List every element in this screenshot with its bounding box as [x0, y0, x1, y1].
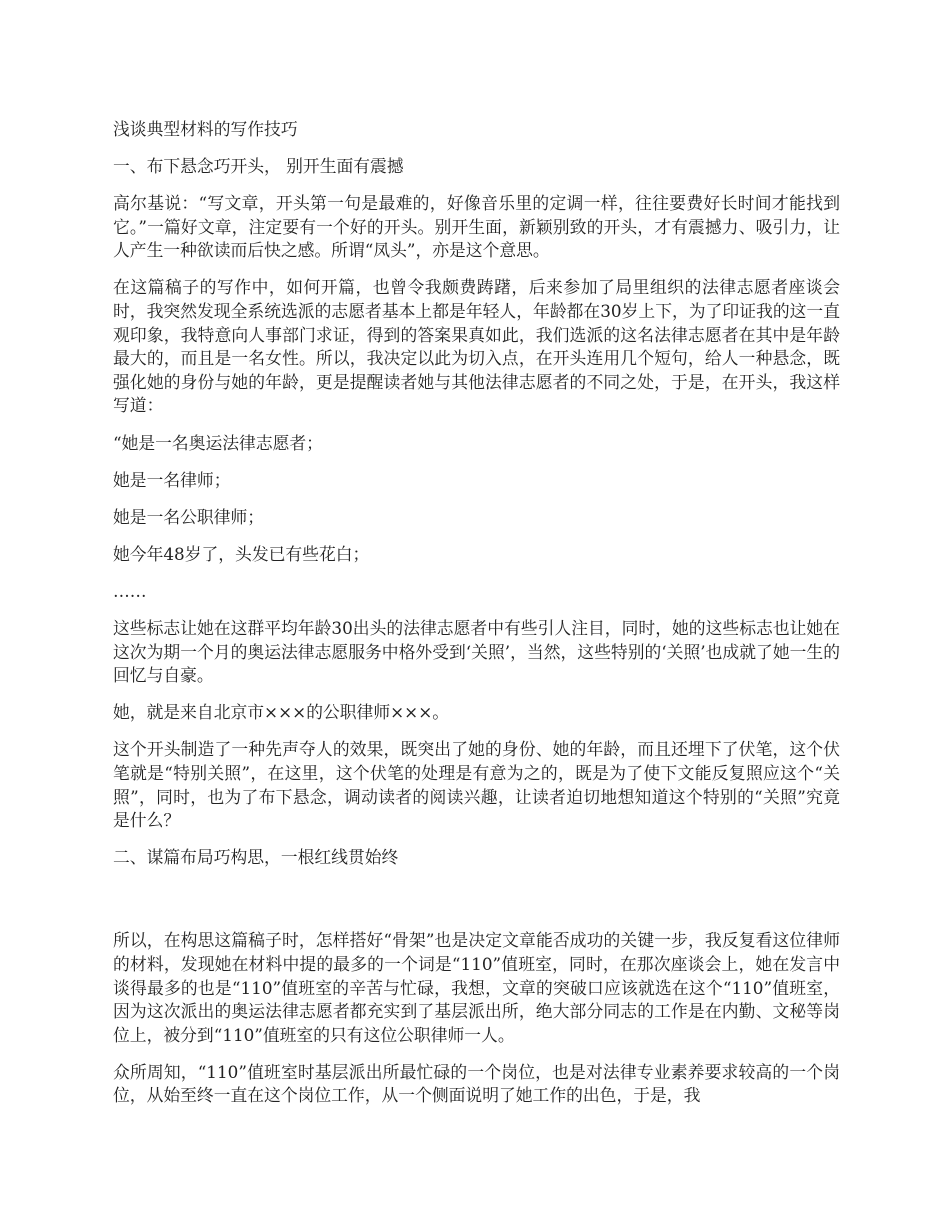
document-page: [113, 118, 840, 1122]
paragraph: 所以，在构思这篇稿子时，怎样搭好“骨架”也是决定文章能否成功的关键一步，我反复看这位律师的材料，发现她在材料中提的最多的一个词是“110”值班室，同时，在那次座谈会上，她在发言中谈得最多的也是“110”值班室的辛苦与忙碌，我想，文章的突破口应该就选在这个“110”值班室，因为这次派出的奥运法律志愿者都充实到了基层派出所，绝大部分同志的工作是在内勤、文秘等岗位上，被分到“110”值班室的只有这位公职律师一人。: [113, 930, 840, 1045]
section-heading-2: 二、谋篇布局巧构思，一根红线贯始终: [113, 847, 399, 868]
paragraph: 众所周知，“110”值班室时基层派出所最忙碌的一个岗位，也是对法律专业素养要求较高的一个岗位，从始至终一直在这个岗位工作，从一个侧面说明了她工作的出色，于是，我: [113, 1061, 840, 1106]
paragraph: 在这篇稿子的写作中，如何开篇，也曾令我颇费踌躇，后来参加了局里组织的法律志愿者座谈会时，我突然发现全系统选派的志愿者基本上都是年轻人，年龄都在30岁上下，为了印证我的这一直观印象，我特意向人事部门求证，得到的答案果真如此，我们选派的这名法律志愿者在其中是年龄最大的，而且是一名女性。所以，我决定以此为切入点，在开头连用几个短句，给人一种悬念，既强化她的身份与她的年龄，更是提醒读者她与其他法律志愿者的不同之处，于是，在开头，我这样写道：: [113, 277, 840, 416]
blank-gap: [113, 883, 840, 929]
paragraph: 她，就是来自北京市×××的公职律师×××。: [113, 702, 450, 723]
quote-line: 她今年48岁了，头发已有些花白；: [113, 543, 370, 564]
section-heading-1: 一、布下悬念巧开头， 别开生面有震撼: [113, 156, 404, 177]
ellipsis-line: ……: [113, 580, 147, 601]
quote-line: “她是一名奥运法律志愿者；: [113, 432, 323, 453]
quote-line: 她是一名公职律师；: [113, 506, 265, 527]
paragraph: 这些标志让她在这群平均年龄30出头的法律志愿者中有些引人注目，同时，她的这些标志也让她在这次为期一个月的奥运法律志愿服务中格外受到‘关照’，当然，这些特别的‘关照’也成就了她一生的回忆与自豪。: [113, 618, 840, 686]
document-title: 浅谈典型材料的写作技巧: [113, 119, 298, 139]
quote-line: 她是一名律师；: [113, 469, 231, 490]
paragraph: 这个开头制造了一种先声夺人的效果，既突出了她的身份、她的年龄，而且还埋下了伏笔，这个伏笔就是“特别关照”，在这里，这个伏笔的处理是有意为之的，既是为了使下文能反复照应这个“关照”，同时，也为了布下悬念，调动读者的阅读兴趣，让读者迫切地想知道这个特别的“关照”究竟是什么？: [113, 739, 840, 831]
paragraph: 高尔基说：“写文章，开头第一句是最难的，好像音乐里的定调一样，往往要费好长时间才能找到它。”一篇好文章，注定要有一个好的开头。别开生面，新颖别致的开头，才有震撼力、吸引力，让人产生一种欲读而后快之感。所谓“凤头”，亦是这个意思。: [113, 193, 840, 261]
